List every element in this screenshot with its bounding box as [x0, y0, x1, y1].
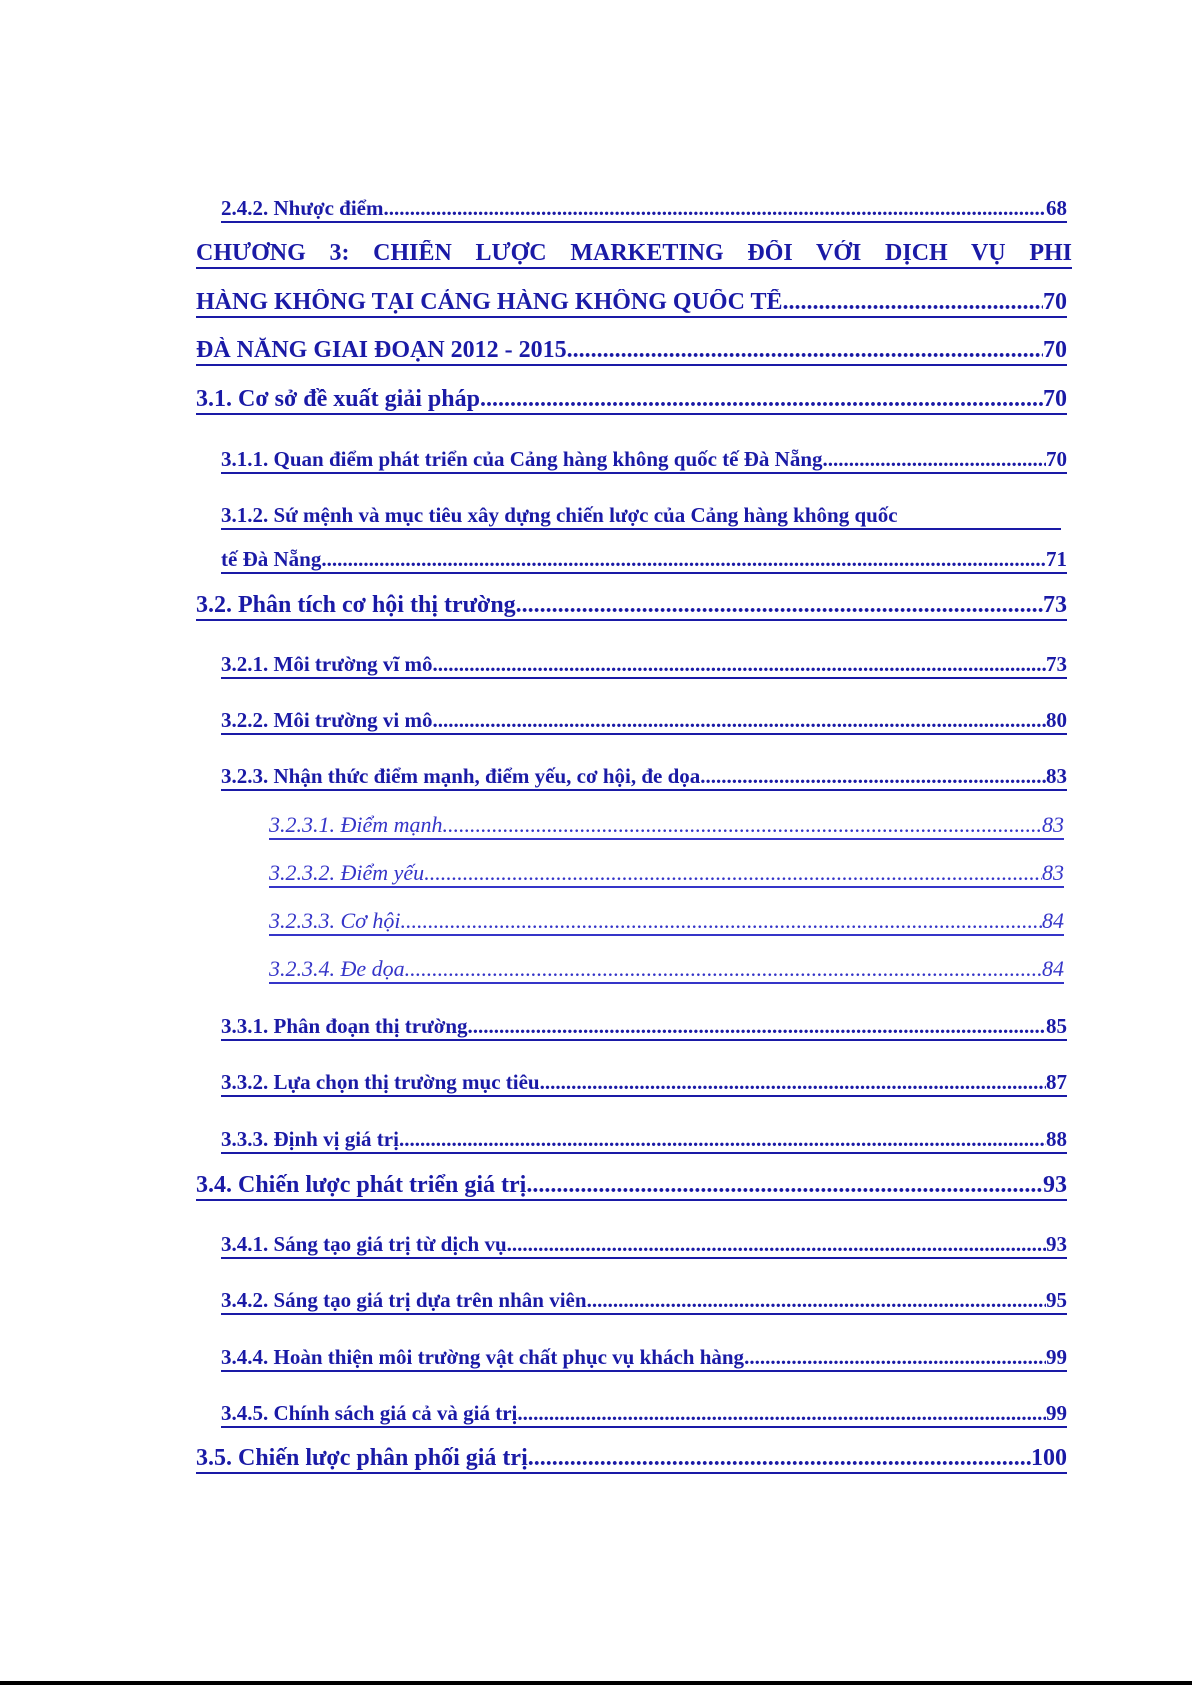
- toc-entry-title: 3.3.1. Phân đoạn thị trường: [221, 1014, 468, 1038]
- toc-entry-3-1[interactable]: [196, 386, 1067, 415]
- dot-leader: [480, 386, 1043, 413]
- toc-entry-3-2-2[interactable]: [221, 708, 1067, 735]
- toc-page-number: 70: [1046, 447, 1067, 471]
- chapter-title-line: CHƯƠNG 3: CHIẾN LƯỢC MARKETING ĐỐI VỚI DỊCH VỤ PHI: [196, 240, 1072, 266]
- toc-entry-3-4-5[interactable]: [221, 1401, 1067, 1428]
- toc-entry-3-4-2[interactable]: [221, 1288, 1067, 1315]
- dot-leader: [399, 1127, 1046, 1152]
- toc-entry-3-2-3[interactable]: [221, 764, 1067, 791]
- toc-entry-title: 3.3.2. Lựa chọn thị trường mục tiêu: [221, 1070, 540, 1094]
- toc-entry-title: 3.2.3.2. Điểm yếu: [269, 860, 425, 885]
- toc-entry-3-2[interactable]: [196, 592, 1067, 621]
- dot-leader: [507, 1232, 1046, 1257]
- dot-leader: [823, 447, 1046, 472]
- toc-page-number: 88: [1046, 1127, 1067, 1151]
- dot-leader: [700, 764, 1046, 789]
- toc-page-number: 73: [1046, 652, 1067, 676]
- toc-entry-title: 3.4.5. Chính sách giá cả và giá trị: [221, 1401, 518, 1425]
- toc-entry-title: tế Đà Nẵng: [221, 547, 322, 571]
- toc-page-number: 99: [1046, 1345, 1067, 1369]
- toc-page-number: 70: [1043, 386, 1067, 412]
- dot-leader: [540, 1070, 1046, 1095]
- dot-leader: [432, 708, 1046, 733]
- toc-page-number: 93: [1046, 1232, 1067, 1256]
- toc-entry-3-1-2-line-2[interactable]: [221, 547, 1067, 574]
- toc-entry-3-3-1[interactable]: [221, 1014, 1067, 1041]
- dot-leader: [587, 1288, 1046, 1313]
- dot-leader: [528, 1445, 1031, 1472]
- toc-page-number: 87: [1046, 1070, 1067, 1094]
- toc-entry-title: 2.4.2. Nhược điểm: [221, 196, 384, 220]
- toc-entry-3-2-3-2[interactable]: [269, 860, 1064, 888]
- toc-entry-title: 3.2. Phân tích cơ hội thị trường: [196, 592, 516, 618]
- toc-entry-title: 3.2.3.4. Đe dọa: [269, 956, 405, 981]
- toc-page-number: 68: [1046, 196, 1067, 220]
- dot-leader: [526, 1172, 1043, 1199]
- toc-entry-title: 3.5. Chiến lược phân phối giá trị: [196, 1445, 528, 1471]
- toc-page-number: 95: [1046, 1288, 1067, 1312]
- toc-page-number: 83: [1042, 860, 1064, 885]
- page-bottom-border: [0, 1681, 1192, 1685]
- toc-entry-title: 3.4.1. Sáng tạo giá trị từ dịch vụ: [221, 1232, 507, 1256]
- dot-leader: [443, 812, 1042, 838]
- toc-chapter-3-line-1[interactable]: [196, 240, 1072, 269]
- toc-entry-title: 3.2.3.3. Cơ hội: [269, 908, 401, 933]
- dot-leader: [468, 1014, 1046, 1039]
- toc-entry-title: 3.2.2. Môi trường vi mô: [221, 708, 433, 732]
- chapter-title-line: ĐÀ NẴNG GIAI ĐOẠN 2012 - 2015: [196, 337, 567, 363]
- toc-entry-3-2-3-4[interactable]: [269, 956, 1064, 984]
- chapter-title-line: HÀNG KHÔNG TẠI CẢNG HÀNG KHÔNG QUỐC TẾ: [196, 289, 783, 315]
- toc-chapter-3-line-2[interactable]: [196, 289, 1067, 318]
- toc-entry-title: 3.1.1. Quan điểm phát triển của Cảng hàng không quốc tế Đà Nẵng: [221, 447, 823, 471]
- dot-leader: [405, 956, 1042, 982]
- toc-entry-3-2-1[interactable]: [221, 652, 1067, 679]
- toc-page-number: 85: [1046, 1014, 1067, 1038]
- toc-entry-3-5[interactable]: [196, 1445, 1067, 1474]
- dot-leader: [424, 860, 1042, 886]
- toc-entry-3-2-3-1[interactable]: [269, 812, 1064, 840]
- toc-entry-title: 3.4. Chiến lược phát triển giá trị: [196, 1172, 527, 1198]
- toc-page-number: 80: [1046, 708, 1067, 732]
- toc-page-number: 70: [1043, 337, 1067, 363]
- toc-entry-3-3-2[interactable]: [221, 1070, 1067, 1097]
- toc-page-number: 83: [1042, 812, 1064, 837]
- toc-entry-3-4-1[interactable]: [221, 1232, 1067, 1259]
- toc-page-number: 99: [1046, 1401, 1067, 1425]
- dot-leader: [383, 196, 1046, 221]
- toc-entry-title: 3.2.1. Môi trường vĩ mô: [221, 652, 433, 676]
- toc-entry-title: 3.1.2. Sứ mệnh và mục tiêu xây dựng chiến lược của Cảng hàng không quốc: [221, 503, 898, 527]
- dot-leader: [321, 547, 1046, 572]
- toc-entry-title: 3.4.4. Hoàn thiện môi trường vật chất phục vụ khách hàng: [221, 1345, 745, 1369]
- dot-leader: [783, 289, 1044, 316]
- dot-leader: [517, 1401, 1046, 1426]
- toc-page-number: 83: [1046, 764, 1067, 788]
- toc-entry-title: 3.1. Cơ sở đề xuất giải pháp: [196, 386, 480, 412]
- toc-page-number: 93: [1043, 1172, 1067, 1198]
- toc-entry-title: 3.2.3.1. Điểm mạnh: [269, 812, 443, 837]
- dot-leader: [401, 908, 1042, 934]
- toc-page-number: 100: [1031, 1445, 1067, 1471]
- dot-leader: [567, 337, 1043, 364]
- toc-entry-2-4-2[interactable]: [221, 196, 1067, 223]
- toc-entry-3-4[interactable]: [196, 1172, 1067, 1201]
- toc-page-number: 84: [1042, 956, 1064, 981]
- toc-entry-3-3-3[interactable]: [221, 1127, 1067, 1154]
- toc-entry-3-1-1[interactable]: [221, 447, 1067, 474]
- toc-entry-3-1-2-line-1[interactable]: [221, 503, 1061, 530]
- dot-leader: [516, 592, 1043, 619]
- dot-leader: [744, 1345, 1046, 1370]
- toc-page-number: 71: [1046, 547, 1067, 571]
- toc-page-number: 73: [1043, 592, 1067, 618]
- toc-chapter-3-line-3[interactable]: [196, 337, 1067, 366]
- dot-leader: [432, 652, 1046, 677]
- toc-entry-title: 3.2.3. Nhận thức điểm mạnh, điểm yếu, cơ hội, đe dọa: [221, 764, 701, 788]
- toc-entry-3-2-3-3[interactable]: [269, 908, 1064, 936]
- toc-entry-3-4-4[interactable]: [221, 1345, 1067, 1372]
- toc-page-number: 84: [1042, 908, 1064, 933]
- toc-page-number: 70: [1043, 289, 1067, 315]
- toc-entry-title: 3.4.2. Sáng tạo giá trị dựa trên nhân viên: [221, 1288, 587, 1312]
- toc-entry-title: 3.3.3. Định vị giá trị: [221, 1127, 399, 1151]
